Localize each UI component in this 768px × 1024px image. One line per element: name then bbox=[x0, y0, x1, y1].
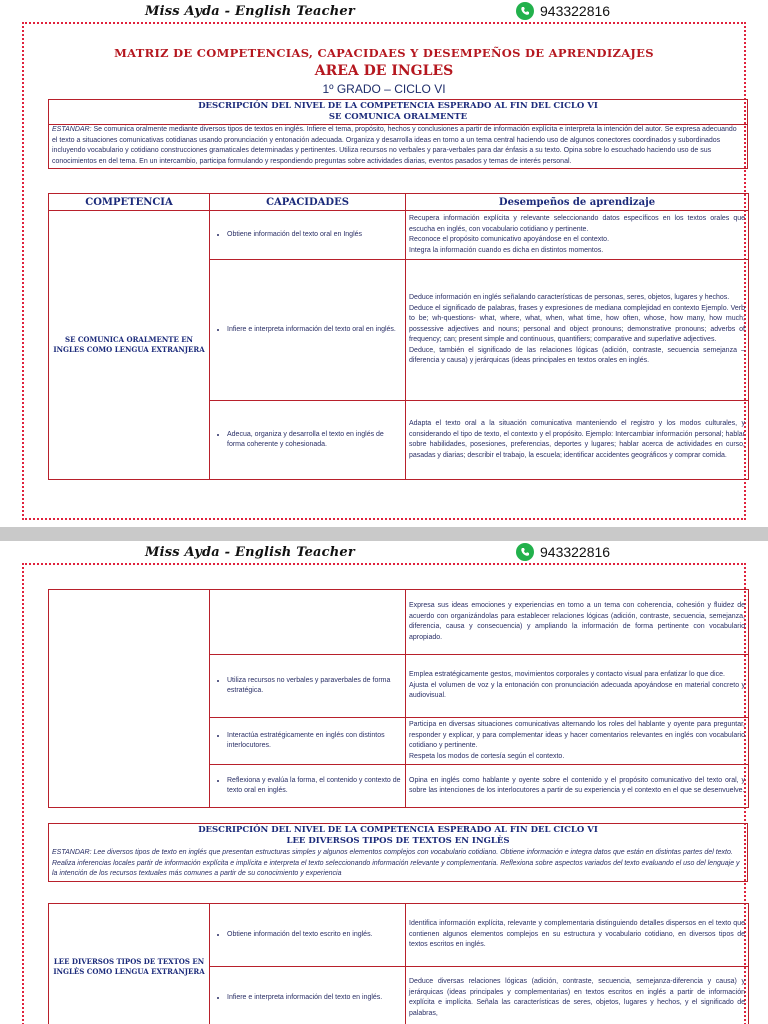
capacidad-cell bbox=[210, 260, 406, 401]
desempeno-item: Deduce el significado de palabras, frases y expresiones de mediana complejidad en contexto Ejemplo. Verb to be; wh-questions- what, where, what, when, what time, how often, whose, how many, how much; possessive adjectives and nouns; personal and object pronouns; demonstrative pronouns; adverbs of frequency; can; present simple and continuous, quantifiers; comparative and superlative adjectives. bbox=[409, 304, 745, 344]
desempeno-item: Reconoce el propósito comunicativo apoyándose en el contexto. bbox=[409, 236, 610, 243]
competencia-cell bbox=[49, 904, 210, 1024]
page-header bbox=[0, 545, 768, 563]
whatsapp-icon bbox=[516, 543, 534, 561]
desempeno-item: Emplea estratégicamente gestos, movimientos corporales y contacto visual para enfatizar lo que dice. bbox=[409, 671, 725, 679]
capacidad-item: • Infiere e interpreta información del texto oral en inglés. bbox=[227, 325, 402, 335]
teacher-name: Miss Ayda - English Teacher bbox=[145, 4, 355, 19]
desempeno-item: Deduce diversas relaciones lógicas (adición, contraste, secuencia, semejanza-diferencia y causa) y jerárquicas (ideas principales y complementarias) en textos escritos en inglés a partir de información explícita e implícita. Señala las características de seres, objetos, lugares y hechos, y el significado de palabras, bbox=[409, 978, 745, 1017]
standard-label: ESTANDAR: bbox=[52, 849, 92, 856]
desempeno-cell bbox=[406, 765, 749, 808]
desempeno-cell bbox=[406, 967, 749, 1024]
teacher-name: Miss Ayda - English Teacher bbox=[145, 545, 355, 560]
table-header-row bbox=[49, 194, 749, 211]
desempeno-cell bbox=[406, 260, 749, 401]
desempeno-item: Integra la información cuando es dicha en distintos momentos. bbox=[409, 246, 604, 254]
whatsapp-icon bbox=[516, 2, 534, 20]
capacidad-cell bbox=[210, 211, 406, 260]
capacidad-cell bbox=[210, 655, 406, 718]
page-header bbox=[0, 4, 768, 22]
competencia-label: SE COMUNICA ORALMENTE EN INGLES COMO LENGUA EXTRANJERA bbox=[53, 335, 205, 354]
capacidad-cell bbox=[210, 765, 406, 808]
dotted-border bbox=[22, 563, 746, 1024]
capacidad-cell bbox=[210, 401, 406, 480]
standard-body: Lee diversos tipos de texto en inglés que presentan estructuras simples y algunos elementos complejos con vocabulario cotidiano. Obtiene información e integra datos que están en distintas partes del texto. Realiza inferencias locales partir de información explícita e implícita e interpreta el texto seleccionando información relevante y complementaria. Reflexiona sobre aspectos variados del texto evaluando el uso del lenguaje y la intención de los recursos textuales más comunes a partir de su conocimiento y experiencia bbox=[52, 849, 740, 877]
desempeno-item: Identifica información explícita, relevante y complementaria distinguiendo detalles dispersos en el texto que contienen algunos elementos complejos en su estructura y vocabulario cotidiano, en diversos tipos de textos escritos en inglés. bbox=[409, 920, 745, 949]
desempeno-item: Deduce, también el significado de las relaciones lógicas (adición, contraste, secuencia semejanza –diferencia y causa) y jerárquicas (ideas principales en textos orales en inglés. bbox=[409, 346, 745, 365]
col-desempenos: Desempeños de aprendizaje bbox=[406, 194, 749, 211]
col-capacidades: CAPACIDADES bbox=[210, 194, 406, 211]
phone-contact bbox=[516, 543, 610, 561]
section-heading-line2: SE COMUNICA ORALMENTE bbox=[328, 112, 468, 122]
document-title: MATRIZ DE COMPETENCIAS, CAPACIDAES Y DESEMPEÑOS DE APRENDIZAJES bbox=[114, 46, 654, 60]
desempeno-cell bbox=[406, 211, 749, 260]
capacidad-cell bbox=[210, 718, 406, 765]
col-competencia: COMPETENCIA bbox=[49, 194, 210, 211]
capacidad-item: • Reflexiona y evalúa la forma, el contenido y contexto de texto oral en inglés. bbox=[227, 776, 402, 796]
phone-number: 943322816 bbox=[540, 544, 611, 560]
standard-body: Se comunica oralmente mediante diversos tipos de textos en inglés. Infiere el tema, propósito, hechos y conclusiones a partir de información explícita e interpreta la intención del autor. Se expresa adecuando el texto a situaciones comunicativas cotidianas usando pronunciación y entonación adecuada. Organiza y desarrolla ideas en torno a un tema central haciendo uso de algunos conectores coordinados y subordinados incluyendo vocabulario y cotidiano construcciones gramaticales determinadas y pertinentes. Utiliza recursos no verbales y para-verbales para dar énfasis a su texto. Opina sobre lo escuchado haciendo uso de sus conocimientos en del tema. En un intercambio, participa formulando y respondiendo preguntas sobre actividades diarias, eventos pasados y temas de interés personal. bbox=[52, 126, 737, 165]
competencia-cell bbox=[49, 211, 210, 480]
desempeno-item: Recupera información explícita y relevante seleccionando datos específicos en los textos orales que escucha en inglés, con vocabulario cotidiano y pertinente. bbox=[409, 215, 745, 233]
desempeno-cell bbox=[406, 655, 749, 718]
phone-contact bbox=[516, 2, 610, 20]
desempeno-item: Participa en diversas situaciones comunicativas alternando los roles del hablante y oyente para preguntar, responder y explicar, y para complementar ideas y hacer comentarios relevantes en inglés con vocabulario cotidiano y pertinente. bbox=[409, 721, 745, 749]
capacidad-cell bbox=[210, 967, 406, 1024]
desempeno-cell bbox=[406, 590, 749, 655]
section-heading-line2: LEE DIVERSOS TIPOS DE TEXTOS EN INGLÈS bbox=[286, 836, 510, 846]
table-row bbox=[49, 211, 749, 260]
table-row bbox=[49, 590, 749, 655]
standard-text bbox=[49, 848, 747, 881]
desempeno-item: Expresa sus ideas emociones y experiencias en torno a un tema con coherencia, cohesión y fluidez de acuerdo con organizándolas para establecer relaciones lógicas (adición, contraste, secuencia, semejanza, diferencia, causa y consecuencia) y ampliando la información de forma pertinente con vocabulario apropiado. bbox=[409, 602, 745, 641]
standard-text bbox=[49, 125, 747, 168]
desempeno-item: Deduce información en inglés señalando características de personas, seres, objetos, lugares y hechos. bbox=[409, 294, 730, 302]
desempeno-item: Adapta el texto oral a la situación comunicativa manteniendo el registro y los modos culturales, y considerando el tipo de texto, el contexto y el propósito. Ejemplo: Intercambiar información personal; hablar sobre habilidades, posesiones, preferencias, deportes y lugares; hablar acerca de actividades en curso, pasadas y diarias; describir el trabajo, la escuela; identificar accidentes geográficos y comprar comida. bbox=[409, 420, 745, 459]
section-heading bbox=[49, 824, 747, 848]
section-heading-line1: DESCRIPCIÓN DEL NIVEL DE LA COMPETENCIA ESPERADO AL FIN DEL CICLO VI bbox=[198, 825, 598, 835]
capacidad-item: • Adecua, organiza y desarrolla el texto en inglés de forma coherente y cohesionada. bbox=[227, 430, 402, 450]
desempeno-item: Respeta los modos de cortesía según el contexto. bbox=[409, 752, 565, 760]
section-heading-line1: DESCRIPCIÓN DEL NIVEL DE LA COMPETENCIA ESPERADO AL FIN DEL CICLO VI bbox=[198, 101, 598, 111]
competency-table-reading bbox=[48, 903, 749, 1024]
dotted-border bbox=[22, 22, 746, 520]
grade-title: 1º GRADO – CICLO VI bbox=[322, 82, 446, 96]
area-title: AREA DE INGLES bbox=[314, 63, 454, 79]
section-heading bbox=[49, 100, 747, 125]
table-row bbox=[49, 904, 749, 967]
competency-table-oral bbox=[48, 193, 749, 480]
capacidad-cell bbox=[210, 904, 406, 967]
desempeno-cell bbox=[406, 401, 749, 480]
page-2 bbox=[0, 541, 768, 1024]
desempeno-item: Ajusta el volumen de voz y la entonación con pronunciación adecuada apoyándose en material concreto y audiovisual. bbox=[409, 681, 745, 700]
capacidad-item: • Obtiene información del texto oral en Inglés bbox=[227, 230, 402, 240]
competencia-cell bbox=[49, 590, 210, 808]
capacidad-item: • Interactúa estratégicamente en inglés con distintos interlocutores. bbox=[227, 731, 402, 751]
desempeno-cell bbox=[406, 904, 749, 967]
standard-block-oral bbox=[48, 99, 748, 169]
capacidad-cell bbox=[210, 590, 406, 655]
standard-label: ESTANDAR: bbox=[52, 126, 92, 133]
capacidad-item: • Utiliza recursos no verbales y paraverbales de forma estratégica. bbox=[227, 676, 402, 696]
standard-block-reading bbox=[48, 823, 748, 882]
capacidad-item: • Obtiene información del texto escrito en inglés. bbox=[227, 930, 402, 940]
capacidad-item: • Infiere e interpreta información del texto en inglés. bbox=[227, 993, 402, 1003]
competency-table-oral-cont bbox=[48, 589, 749, 808]
phone-number: 943322816 bbox=[540, 3, 611, 19]
desempeno-cell bbox=[406, 718, 749, 765]
desempeno-item: Opina en inglés como hablante y oyente sobre el contenido y el propósito comunicativo del texto oral, y sobre las intenciones de los interlocutores a partir de su experiencia y el contexto en el que se desenvuelve. bbox=[409, 776, 745, 794]
competencia-label: LEE DIVERSOS TIPOS DE TEXTOS EN INGLÈS COMO LENGUA EXTRANJERA bbox=[53, 956, 205, 976]
